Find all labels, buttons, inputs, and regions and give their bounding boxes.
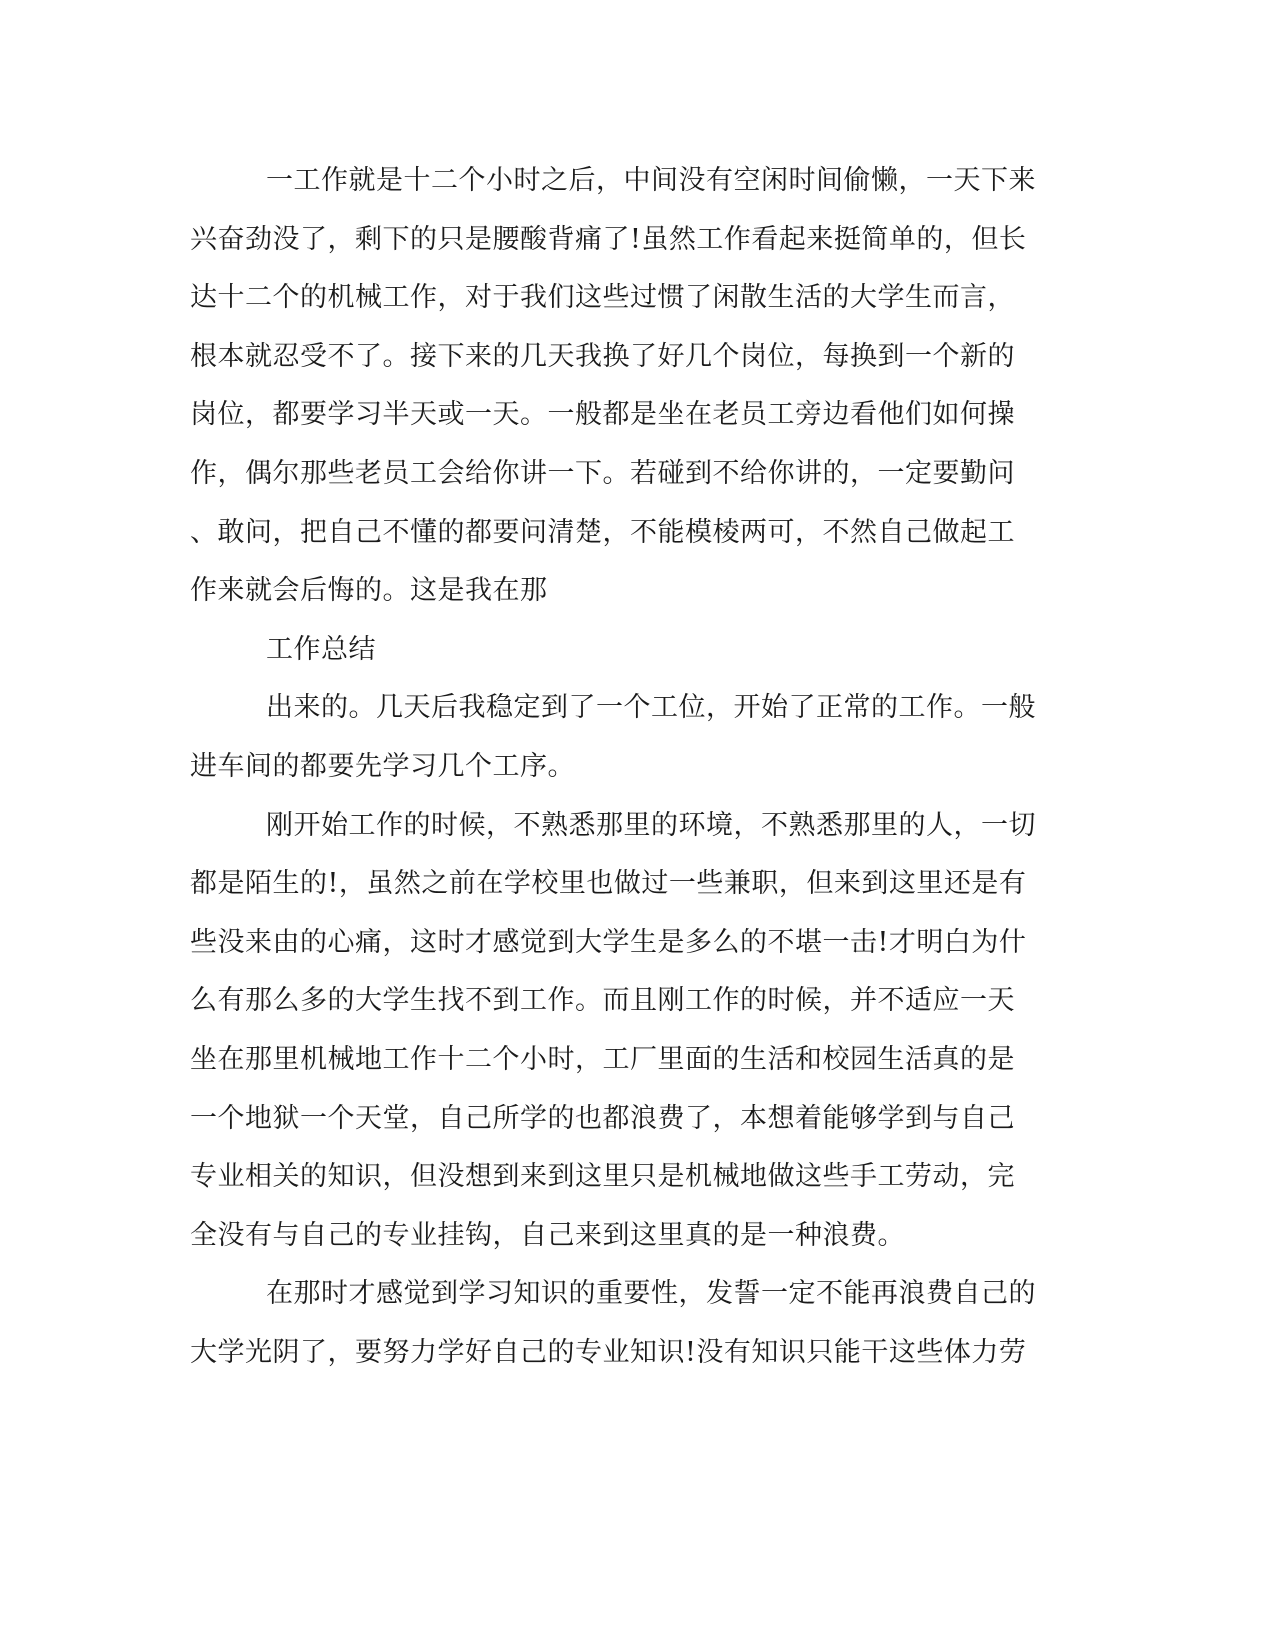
paragraph-line: 达十二个的机械工作，对于我们这些过惯了闲散生活的大学生而言， [190,282,1015,313]
paragraph-line: 在那时才感觉到学习知识的重要性，发誓一定不能再浪费自己的 [266,1278,1036,1309]
paragraph-line: 出来的。几天后我稳定到了一个工位，开始了正常的工作。一般 [266,692,1036,723]
paragraph-line: 些没来由的心痛，这时才感觉到大学生是多么的不堪一击!才明白为什 [190,927,1027,958]
paragraph-line: 刚开始工作的时候，不熟悉那里的环境，不熟悉那里的人，一切 [266,810,1036,841]
paragraph-line: 作，偶尔那些老员工会给你讲一下。若碰到不给你讲的，一定要勤问 [190,458,1015,489]
paragraph-line: 专业相关的知识，但没想到来到这里只是机械地做这些手工劳动，完 [190,1161,1015,1192]
paragraph-line: 全没有与自己的专业挂钩，自己来到这里真的是一种浪费。 [190,1220,905,1251]
paragraph-line: 作来就会后悔的。这是我在那 [190,575,548,606]
paragraph-line: 一工作就是十二个小时之后，中间没有空闲时间偷懒，一天下来 [266,165,1036,196]
paragraph-line: 兴奋劲没了，剩下的只是腰酸背痛了!虽然工作看起来挺简单的，但长 [190,224,1027,255]
paragraph-line: 进车间的都要先学习几个工序。 [190,751,575,782]
paragraph-line: 一个地狱一个天堂，自己所学的也都浪费了，本想着能够学到与自己 [190,1103,1015,1134]
paragraph-line: 大学光阴了，要努力学好自己的专业知识!没有知识只能干这些体力劳 [190,1337,1027,1368]
paragraph-line: 么有那么多的大学生找不到工作。而且刚工作的时候，并不适应一天 [190,985,1015,1016]
section-title: 工作总结 [266,634,376,665]
paragraph-line: 都是陌生的!，虽然之前在学校里也做过一些兼职，但来到这里还是有 [190,868,1027,899]
paragraph-line: 根本就忍受不了。接下来的几天我换了好几个岗位，每换到一个新的 [190,341,1015,372]
paragraph-line: 岗位，都要学习半天或一天。一般都是坐在老员工旁边看他们如何操 [190,399,1015,430]
paragraph-line: 、敢问，把自己不懂的都要问清楚，不能模棱两可，不然自己做起工 [190,517,1015,548]
paragraph-line: 坐在那里机械地工作十二个小时，工厂里面的生活和校园生活真的是 [190,1044,1015,1075]
